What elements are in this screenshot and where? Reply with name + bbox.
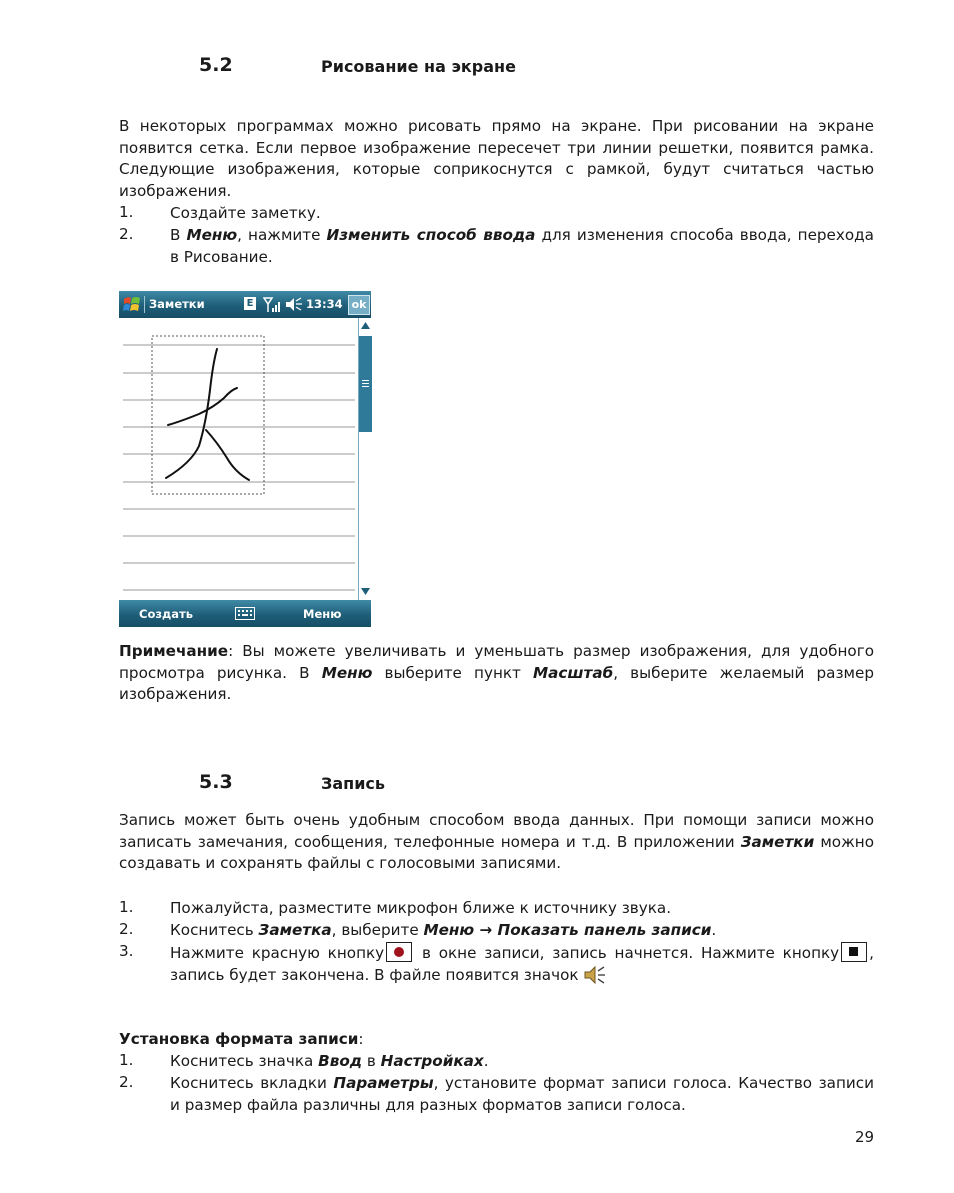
format-heading: Установка формата записи: <box>119 1030 364 1048</box>
list-number: 2. <box>119 1073 134 1091</box>
list-item: Создайте заметку. <box>170 204 321 222</box>
list-item: Коснитесь вкладки Параметры, установите формат записи голоса. Качество записи и размер файла различны для разных форматов записи голоса. <box>170 1074 874 1114</box>
record-intro: Запись может быть очень удобным способом ввода данных. При помощи записи можно записать замечания, сообщения, телефонные номера и т.д. В приложении Заметки можно создавать и сохранять файлы с голосовыми записями. <box>119 811 875 872</box>
app-title: Заметки <box>149 297 205 311</box>
scroll-thumb[interactable] <box>359 336 372 432</box>
keyboard-icon[interactable] <box>235 607 255 620</box>
list-number: 2. <box>119 225 134 243</box>
device-screenshot <box>119 291 371 627</box>
intro-paragraph: В некоторых программах можно рисовать прямо на экране. При рисовании на экране появится сетка. Если первое изображение пересечет три линии решетки, появится рамка. Следующие изображения, которые соприкоснутся с рамкой, будут считаться частью изображения. <box>119 117 874 200</box>
section-title: Рисование на экране <box>321 57 516 76</box>
clock[interactable]: 13:34 <box>306 297 343 311</box>
section-number: 5.3 <box>199 771 233 793</box>
page-number: 29 <box>855 1128 875 1146</box>
signal-icon[interactable] <box>263 296 281 313</box>
list-item: В Меню, нажмите Изменить способ ввода для изменения способа ввода, перехода в Рисование. <box>170 226 874 266</box>
list-item: Нажмите красную кнопку в окне записи, запись начнется. Нажмите кнопку , запись будет закончена. В файле появится значок <box>170 944 874 984</box>
list-number: 1. <box>119 898 134 916</box>
speaker-icon <box>583 965 607 985</box>
list-number: 1. <box>119 1051 134 1069</box>
windows-start-icon[interactable] <box>122 295 142 314</box>
volume-icon[interactable] <box>285 297 303 312</box>
title-bar <box>119 291 371 318</box>
scroll-up-icon[interactable] <box>361 322 370 329</box>
scroll-down-icon[interactable] <box>361 588 370 595</box>
section-number: 5.2 <box>199 54 233 76</box>
list-number: 2. <box>119 920 134 938</box>
scrollbar[interactable] <box>358 318 372 600</box>
edge-badge: E <box>244 297 256 310</box>
list-number: 1. <box>119 203 134 221</box>
list-number: 3. <box>119 942 134 960</box>
list-item: Коснитесь Заметка, выберите Меню → Показать панель записи. <box>170 921 717 939</box>
section-title: Запись <box>321 774 386 793</box>
list-item: Коснитесь значка Ввод в Настройках. <box>170 1052 489 1070</box>
list-item: Пожалуйста, разместите микрофон ближе к источнику звука. <box>170 899 672 917</box>
softkey-bar <box>119 600 371 627</box>
record-button-icon <box>386 942 412 962</box>
stop-button-icon <box>841 942 867 962</box>
create-softkey[interactable]: Создать <box>139 607 194 621</box>
note-paragraph: Примечание: Вы можете увеличивать и уменьшать размер изображения, для удобного просмотра рисунка. В Меню выберите пункт Масштаб, выберите желаемый размер изображения. <box>119 642 874 703</box>
menu-softkey[interactable]: Меню <box>303 607 342 621</box>
drawing-canvas[interactable] <box>119 318 358 600</box>
ok-button[interactable]: ok <box>348 295 370 315</box>
